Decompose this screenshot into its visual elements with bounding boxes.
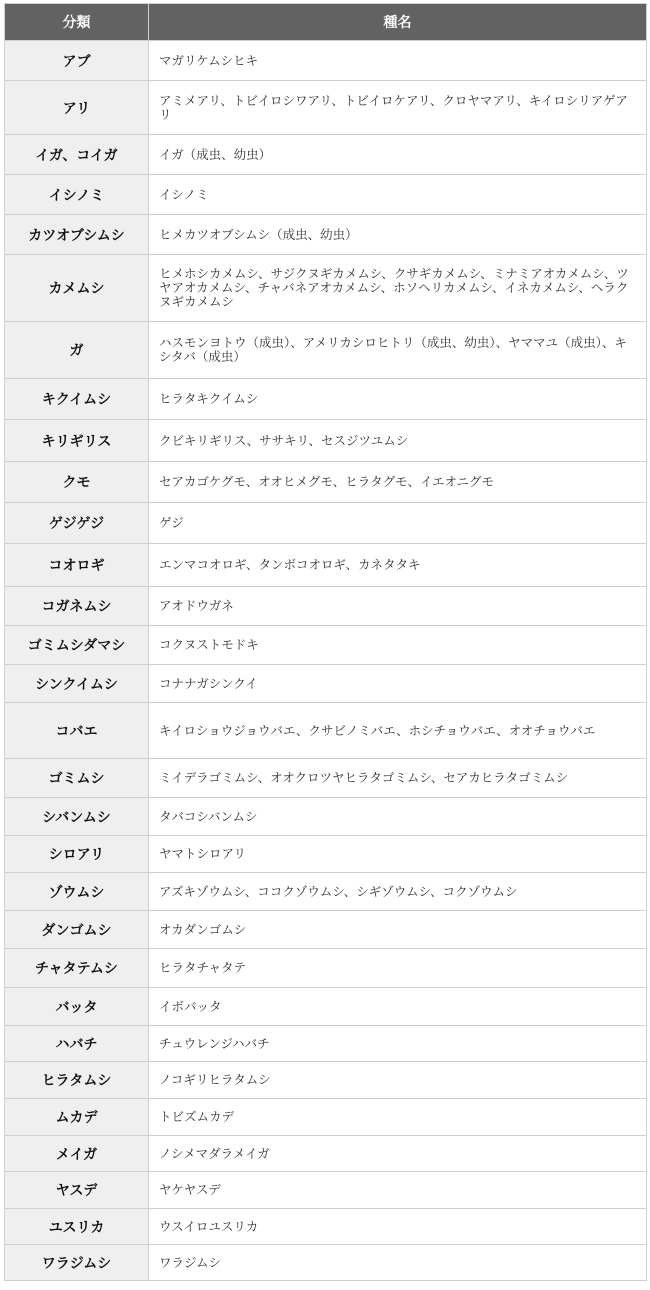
species-cell: ヤマトシロアリ	[149, 836, 647, 873]
species-cell: オカダンゴムシ	[149, 911, 647, 949]
species-cell: ヒラタチャタテ	[149, 949, 647, 988]
species-cell: コクヌストモドキ	[149, 626, 647, 665]
species-cell: イシノミ	[149, 175, 647, 215]
category-cell: ヒラタムシ	[5, 1062, 149, 1099]
table-row	[5, 703, 647, 759]
category-cell: ゴミムシダマシ	[5, 626, 149, 665]
species-cell: アミメアリ、トビイロシワアリ、トビイロケアリ、クロヤマアリ、キイロシリアゲアリ	[149, 81, 647, 135]
category-cell: ゾウムシ	[5, 873, 149, 911]
species-cell: アオドウガネ	[149, 587, 647, 626]
category-cell: キクイムシ	[5, 379, 149, 420]
species-cell: ヒメホシカメムシ、サジクヌギカメムシ、クサギカメムシ、ミナミアオカメムシ、ツヤアオカメムシ、チャバネアオカメムシ、ホソヘリカメムシ、イネカメムシ、ヘラクヌギカメムシ	[149, 255, 647, 322]
table-row	[5, 1099, 647, 1136]
category-cell: カメムシ	[5, 255, 149, 322]
category-cell: ゲジゲジ	[5, 503, 149, 544]
category-cell: ワラジムシ	[5, 1245, 149, 1281]
category-cell: ゴミムシ	[5, 759, 149, 798]
species-cell: イガ（成虫、幼虫）	[149, 135, 647, 175]
category-cell: キリギリス	[5, 420, 149, 462]
species-cell: トビズムカデ	[149, 1099, 647, 1136]
species-cell: ヒメカツオブシムシ（成虫、幼虫）	[149, 215, 647, 255]
table-row	[5, 911, 647, 949]
category-cell: アリ	[5, 81, 149, 135]
category-cell: コガネムシ	[5, 587, 149, 626]
table-row	[5, 503, 647, 544]
category-cell: ハバチ	[5, 1026, 149, 1062]
species-cell: マガリケムシヒキ	[149, 41, 647, 81]
table-row	[5, 626, 647, 665]
species-cell: ノコギリヒラタムシ	[149, 1062, 647, 1099]
table-row	[5, 836, 647, 873]
species-cell: ミイデラゴミムシ、オオクロツヤヒラタゴミムシ、セアカヒラタゴミムシ	[149, 759, 647, 798]
category-cell: シバンムシ	[5, 798, 149, 836]
table-row	[5, 1026, 647, 1062]
species-cell: チュウレンジハバチ	[149, 1026, 647, 1062]
species-cell: ワラジムシ	[149, 1245, 647, 1281]
species-cell: エンマコオロギ、タンボコオロギ、カネタタキ	[149, 544, 647, 587]
insect-species-table	[4, 3, 647, 1281]
species-cell: イボバッタ	[149, 988, 647, 1026]
table-row	[5, 215, 647, 255]
species-cell: コナナガシンクイ	[149, 665, 647, 703]
category-cell: コバエ	[5, 703, 149, 759]
species-cell: ハスモンヨトウ（成虫）、アメリカシロヒトリ（成虫、幼虫）、ヤママユ（成虫）、キシタバ（成虫）	[149, 322, 647, 379]
table-row	[5, 420, 647, 462]
table-row	[5, 949, 647, 988]
table-body	[5, 41, 647, 1281]
category-cell: ムカデ	[5, 1099, 149, 1136]
table-row	[5, 798, 647, 836]
category-cell: ヤスデ	[5, 1172, 149, 1209]
table-row	[5, 1172, 647, 1209]
species-cell: ウスイロユスリカ	[149, 1209, 647, 1245]
category-cell: イガ、コイガ	[5, 135, 149, 175]
table-row	[5, 135, 647, 175]
table-row	[5, 544, 647, 587]
table-header-row	[5, 4, 647, 41]
table-row	[5, 1136, 647, 1172]
table-row	[5, 665, 647, 703]
category-cell: イシノミ	[5, 175, 149, 215]
table-row	[5, 988, 647, 1026]
table-row	[5, 873, 647, 911]
table-row	[5, 81, 647, 135]
table-row	[5, 1245, 647, 1281]
table-row	[5, 379, 647, 420]
header-category: 分類	[5, 4, 149, 41]
species-cell: クビキリギリス、ササキリ、セスジツユムシ	[149, 420, 647, 462]
category-cell: バッタ	[5, 988, 149, 1026]
category-cell: ユスリカ	[5, 1209, 149, 1245]
species-cell: キイロショウジョウバエ、クサビノミバエ、ホシチョウバエ、オオチョウバエ	[149, 703, 647, 759]
species-cell: セアカゴケグモ、オオヒメグモ、ヒラタグモ、イエオニグモ	[149, 462, 647, 503]
category-cell: シロアリ	[5, 836, 149, 873]
species-cell: ヤケヤスデ	[149, 1172, 647, 1209]
category-cell: カツオブシムシ	[5, 215, 149, 255]
table-row	[5, 255, 647, 322]
category-cell: クモ	[5, 462, 149, 503]
table-row	[5, 1062, 647, 1099]
header-species: 種名	[149, 4, 647, 41]
table-row	[5, 1209, 647, 1245]
table-row	[5, 587, 647, 626]
category-cell: アブ	[5, 41, 149, 81]
table-row	[5, 322, 647, 379]
table-row	[5, 41, 647, 81]
category-cell: チャタテムシ	[5, 949, 149, 988]
category-cell: シンクイムシ	[5, 665, 149, 703]
species-cell: タバコシバンムシ	[149, 798, 647, 836]
category-cell: コオロギ	[5, 544, 149, 587]
species-cell: アズキゾウムシ、ココクゾウムシ、シギゾウムシ、コクゾウムシ	[149, 873, 647, 911]
table-row	[5, 462, 647, 503]
category-cell: ダンゴムシ	[5, 911, 149, 949]
species-cell: ノシメマダラメイガ	[149, 1136, 647, 1172]
table-row	[5, 759, 647, 798]
table-row	[5, 175, 647, 215]
category-cell: メイガ	[5, 1136, 149, 1172]
species-cell: ゲジ	[149, 503, 647, 544]
species-cell: ヒラタキクイムシ	[149, 379, 647, 420]
category-cell: ガ	[5, 322, 149, 379]
